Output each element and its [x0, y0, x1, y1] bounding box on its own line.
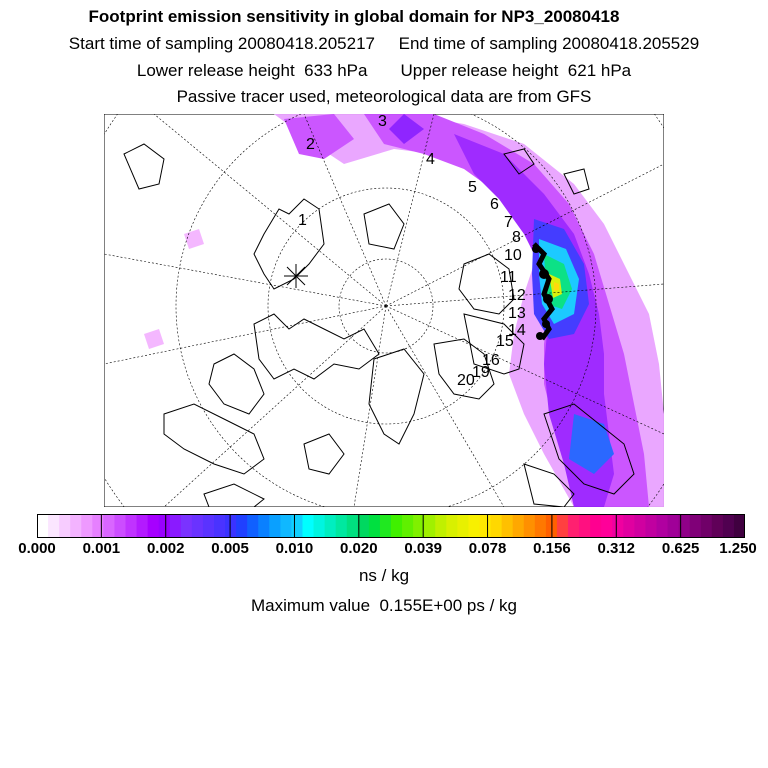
colorbar-swatch — [668, 514, 680, 538]
colorbar-swatch — [137, 514, 149, 538]
colorbar-swatch — [424, 514, 436, 538]
colorbar-swatch — [513, 514, 525, 538]
colorbar-tick-label: 0.625 — [661, 540, 700, 557]
colorbar-swatch — [435, 514, 447, 538]
track-label: 11 — [500, 269, 517, 286]
colorbar-swatch — [336, 514, 348, 538]
colorbar-swatch — [126, 514, 138, 538]
colorbar-swatch — [225, 514, 237, 538]
colorbar-swatch — [690, 514, 702, 538]
colorbar-tick-label: 0.010 — [275, 540, 314, 557]
colorbar-swatch — [524, 514, 536, 538]
colorbar-tick-label: 0.005 — [211, 540, 249, 557]
colorbar-swatch — [491, 514, 503, 538]
colorbar-swatch — [391, 514, 403, 538]
colorbar-swatch — [159, 514, 171, 538]
colorbar-swatch — [280, 514, 292, 538]
track-label: 14 — [508, 322, 526, 339]
colorbar-swatch — [236, 514, 248, 538]
track-label: 3 — [378, 114, 387, 130]
colorbar-swatch — [81, 514, 93, 538]
colorbar-swatch — [358, 514, 370, 538]
colorbar-swatch — [103, 514, 115, 538]
main-title: Footprint emission sensitivity in global domain for NP3_20080418 — [88, 7, 620, 26]
colorbar-swatch — [347, 514, 359, 538]
track-label: 15 — [496, 333, 514, 350]
track-label: 12 — [508, 287, 526, 304]
track-label: 19 — [472, 364, 490, 381]
track-label: 4 — [426, 151, 435, 168]
colorbar-swatch — [247, 514, 259, 538]
colorbar-swatch — [291, 514, 303, 538]
colorbar-swatch — [369, 514, 381, 538]
colorbar-tick-label: 1.250 — [719, 540, 757, 557]
colorbar-swatch — [92, 514, 104, 538]
colorbar-tick-label: 0.002 — [146, 540, 185, 557]
colorbar-tick-label: 0.020 — [340, 540, 378, 557]
colorbar-swatch — [612, 514, 624, 538]
track-label: 5 — [468, 179, 477, 196]
asterisk-icon — [284, 264, 308, 288]
track-label: 6 — [490, 196, 499, 213]
colorbar-swatch — [59, 514, 71, 538]
footprint-map — [104, 114, 664, 507]
colorbar-swatch — [535, 514, 547, 538]
colorbar-swatch — [37, 514, 49, 538]
colorbar-swatch — [148, 514, 160, 538]
colorbar-swatch — [214, 514, 226, 538]
colorbar-swatch — [480, 514, 492, 538]
colorbar-swatch — [203, 514, 215, 538]
colorbar-swatch — [579, 514, 591, 538]
colorbar-swatch — [623, 514, 635, 538]
maximum-value: Maximum value 0.155E+00 ps / kg — [251, 596, 517, 615]
colorbar-swatch — [734, 514, 745, 538]
track-label: 13 — [508, 305, 526, 322]
colorbar-swatch — [502, 514, 514, 538]
colorbar-swatch — [557, 514, 569, 538]
track-label: 8 — [512, 229, 521, 246]
colorbar-swatch — [468, 514, 480, 538]
colorbar-tick-label: 0.312 — [597, 540, 636, 557]
colorbar-tick-label: 0.078 — [468, 540, 507, 557]
track-label: 20 — [457, 372, 475, 389]
colorbar-swatch — [568, 514, 580, 538]
colorbar — [37, 514, 745, 538]
colorbar-swatch — [402, 514, 414, 538]
colorbar-swatch — [634, 514, 646, 538]
colorbar-tick-label: 0.039 — [404, 540, 442, 557]
colorbar-swatch — [181, 514, 193, 538]
colorbar-swatch — [258, 514, 270, 538]
colorbar-swatch — [114, 514, 126, 538]
colorbar-swatch — [645, 514, 657, 538]
release-height-line: Lower release height 633 hPa Upper release height 621 hPa — [136, 61, 632, 80]
colorbar-swatch — [70, 514, 82, 538]
colorbar-swatch — [314, 514, 326, 538]
track-label: 16 — [482, 352, 500, 369]
track-label: 2 — [306, 136, 315, 153]
colorbar-tick-label: 0.000 — [18, 540, 56, 557]
sampling-time-line: Start time of sampling 20080418.205217 End time of sampling 20080418.205529 — [68, 34, 700, 53]
colorbar-swatch — [380, 514, 392, 538]
colorbar-units: ns / kg — [358, 566, 410, 585]
colorbar-swatch — [170, 514, 182, 538]
colorbar-swatch — [712, 514, 724, 538]
colorbar-swatch — [325, 514, 337, 538]
colorbar-swatch — [657, 514, 669, 538]
colorbar-swatch — [457, 514, 469, 538]
colorbar-tick-label: 0.001 — [82, 540, 121, 557]
colorbar-swatch — [590, 514, 602, 538]
colorbar-swatch — [303, 514, 315, 538]
tracer-info-line: Passive tracer used, meteorological data are from GFS — [176, 87, 592, 106]
colorbar-tick-label: 0.156 — [533, 540, 571, 557]
colorbar-swatch — [601, 514, 613, 538]
colorbar-swatch — [269, 514, 281, 538]
track-label: 10 — [504, 247, 522, 264]
colorbar-swatch — [48, 514, 60, 538]
track-label: 7 — [504, 214, 513, 231]
colorbar-swatch — [192, 514, 204, 538]
colorbar-swatch — [701, 514, 713, 538]
colorbar-swatch — [723, 514, 735, 538]
colorbar-swatch — [446, 514, 458, 538]
track-label: 1 — [298, 212, 307, 229]
